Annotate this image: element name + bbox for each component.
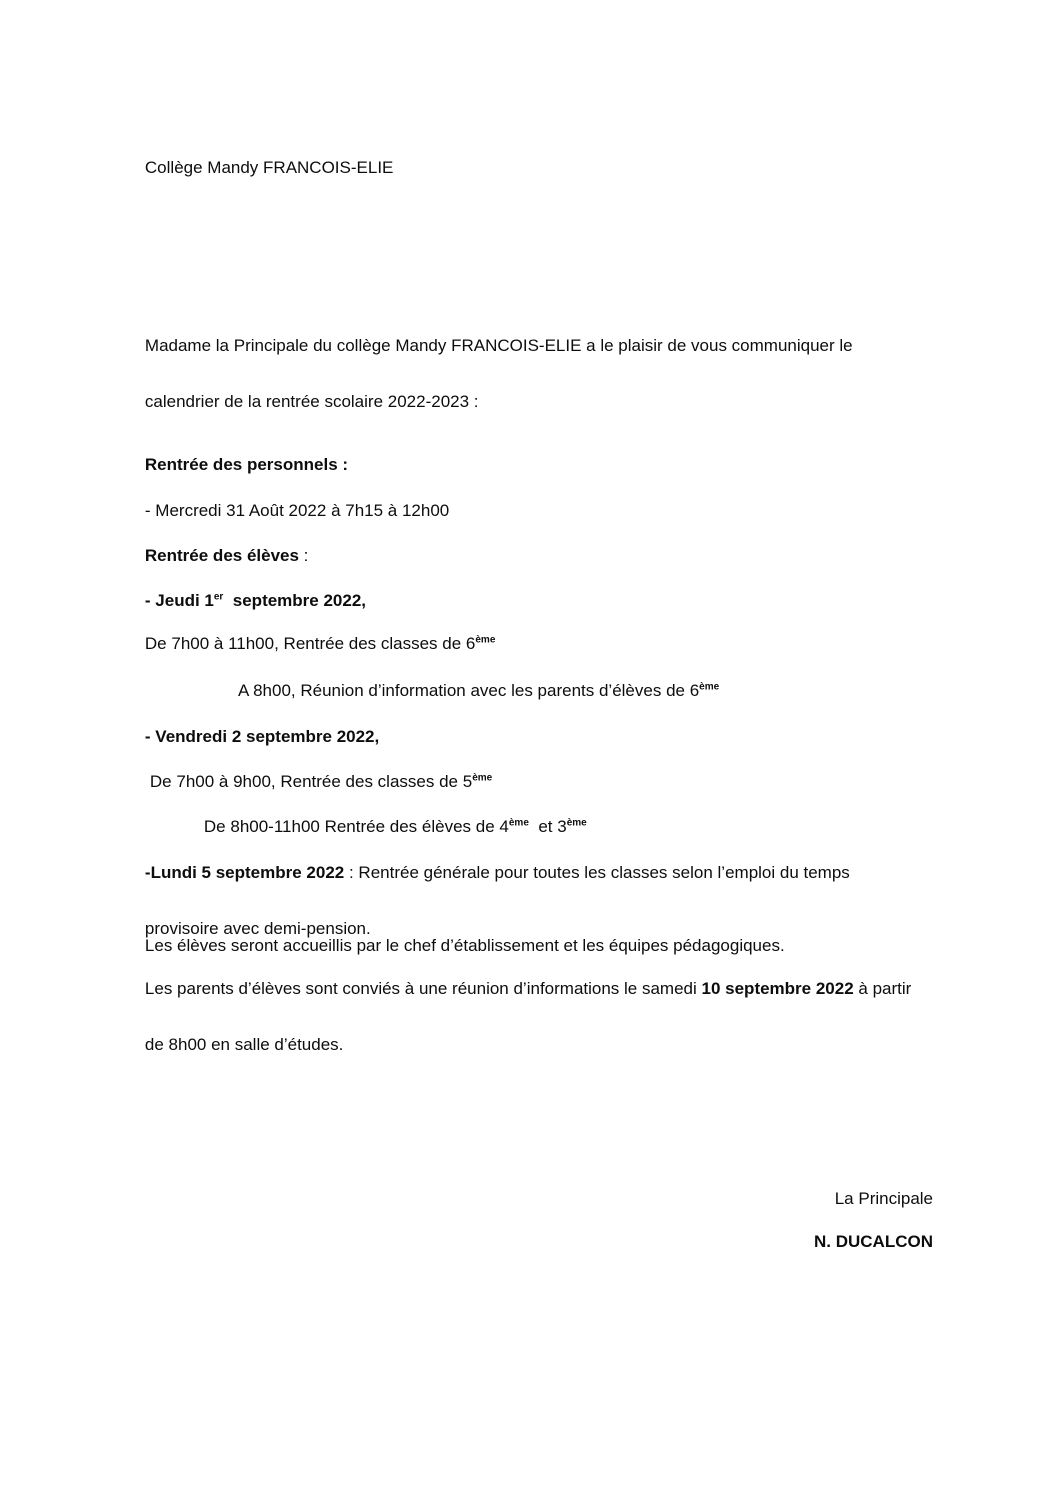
meeting-date: 10 septembre 2022 [701,979,854,998]
ordinal-superscript: ème [566,817,587,829]
friday-line2-text: De 8h00-11h00 Rentrée des élèves de 4 [203,817,509,836]
meeting-suffix: à partir [853,979,912,998]
school-name-text: Collège Mandy FRANCOIS-ELIE [144,158,394,177]
thursday-line2-text: A 8h00, Réunion d’information avec les parents d’élèves de 6 [237,681,700,700]
monday-rest-line1: : Rentrée générale pour toutes les classes selon l’emploi du temps [344,863,850,882]
ordinal-superscript: ème [475,634,496,646]
thursday-date-prefix: - Jeudi 1 [144,591,214,610]
meeting-line2: de 8h00 en salle d’études. [144,1035,344,1054]
students-heading-colon: : [298,546,309,565]
meeting-prefix: Les parents d’élèves sont conviés à une réunion d’informations le samedi [144,979,702,998]
friday-line1-text: De 7h00 à 9h00, Rentrée des classes de 5 [149,772,473,791]
staff-item-text: - Mercredi 31 Août 2022 à 7h15 à 12h00 [144,501,450,520]
monday-rest-line2: provisoire avec demi-pension. [144,919,371,938]
ordinal-superscript: er [213,591,224,603]
staff-heading-text: Rentrée des personnels : [144,455,349,474]
ordinal-superscript: ème [508,817,529,829]
signature-name [795,1200,933,1284]
intro-line2: calendrier de la rentrée scolaire 2022-2023 : [144,392,479,411]
ordinal-superscript: ème [699,681,720,693]
students-heading-text: Rentrée des élèves [144,546,299,565]
meeting-paragraph [126,947,911,1087]
friday-line2-mid: et 3 [528,817,567,836]
signature-role-text: La Principale [834,1189,933,1208]
signature-name-text: N. DUCALCON [814,1232,933,1251]
friday-date-text: - Vendredi 2 septembre 2022, [144,727,380,746]
welcome-text: Les élèves seront accueillis par le chef d’établissement et les équipes pédagogiques. [144,936,785,955]
ordinal-superscript: ème [472,772,493,784]
intro-line1: Madame la Principale du collège Mandy FRANCOIS-ELIE a le plaisir de vous communiquer le [144,336,853,355]
thursday-line1-text: De 7h00 à 11h00, Rentrée des classes de 6 [144,634,476,653]
thursday-date-suffix: septembre 2022, [223,591,367,610]
school-name [126,126,393,210]
monday-date: -Lundi 5 septembre 2022 [144,863,345,882]
